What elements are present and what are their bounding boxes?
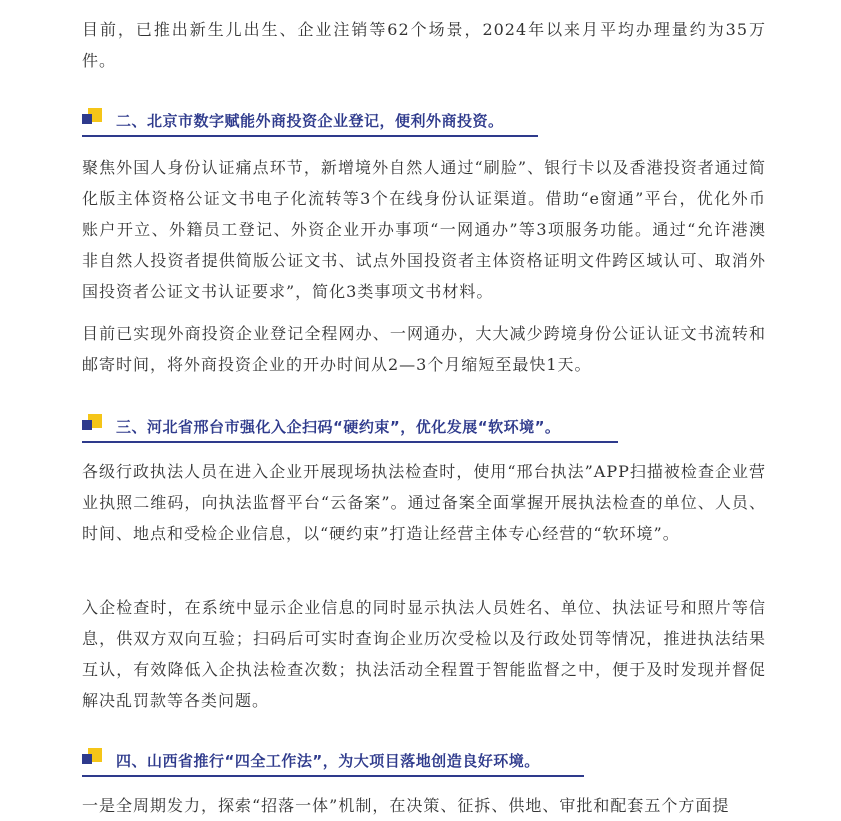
paragraph-beijing-result: 目前已实现外商投资企业登记全程网办、一网通办，大大减少跨境身份公证认证文书流转和邮寄时间，将外商投资企业的开办时间从2—3个月缩短至最快1天。 (82, 324, 766, 374)
heading-square-icon (82, 748, 104, 770)
heading-underline (82, 135, 538, 137)
heading-underline (82, 775, 584, 777)
paragraph-shanxi-detail: 一是全周期发力，探索“招落一体”机制，在决策、征拆、供地、审批和配套五个方面提 (82, 796, 730, 815)
paragraph-intro-tail: 目前，已推出新生儿出生、企业注销等62个场景，2024年以来月平均办理量约为35万件。 (82, 20, 766, 70)
heading-title: 三、河北省邢台市强化入企扫码“硬约束”，优化发展“软环境”。 (116, 418, 561, 436)
heading-title: 四、山西省推行“四全工作法”，为大项目落地创造良好环境。 (116, 752, 540, 770)
heading-square-icon (82, 414, 104, 436)
paragraph-xingtai-inspection: 入企检查时，在系统中显示企业信息的同时显示执法人员姓名、单位、执法证号和照片等信息，供双方双向互验；扫码后可实时查询企业历次受检以及行政处罚等情况，推进执法结果互认，有效降低入企执法检查次数；执法活动全程置于智能监督之中，便于及时发现并督促解决乱罚款等各类问题。 (82, 598, 766, 710)
section-heading-beijing (82, 108, 766, 142)
section-heading-xingtai (82, 414, 766, 448)
paragraph-beijing-detail: 聚焦外国人身份认证痛点环节，新增境外自然人通过“刷脸”、银行卡以及香港投资者通过简化版主体资格公证文书电子化流转等3个在线身份认证渠道。借助“e窗通”平台，优化外币账户开立、外籍员工登记、外资企业开办事项“一网通办”等3项服务功能。通过“允许港澳非自然人投资者提供简版公证文书、试点外国投资者主体资格证明文件跨区域认可、取消外国投资者公证文书认证要求”，简化3类事项文书材料。 (82, 158, 766, 301)
heading-underline (82, 441, 618, 443)
heading-title: 二、北京市数字赋能外商投资企业登记，便利外商投资。 (116, 112, 504, 130)
paragraph-xingtai-detail: 各级行政执法人员在进入企业开展现场执法检查时，使用“邢台执法”APP扫描被检查企业营业执照二维码，向执法监督平台“云备案”。通过备案全面掌握开展执法检查的单位、人员、时间、地点和受检企业信息，以“硬约束”打造让经营主体专心经营的“软环境”。 (82, 462, 766, 543)
heading-square-icon (82, 108, 104, 130)
section-heading-shanxi (82, 748, 766, 782)
